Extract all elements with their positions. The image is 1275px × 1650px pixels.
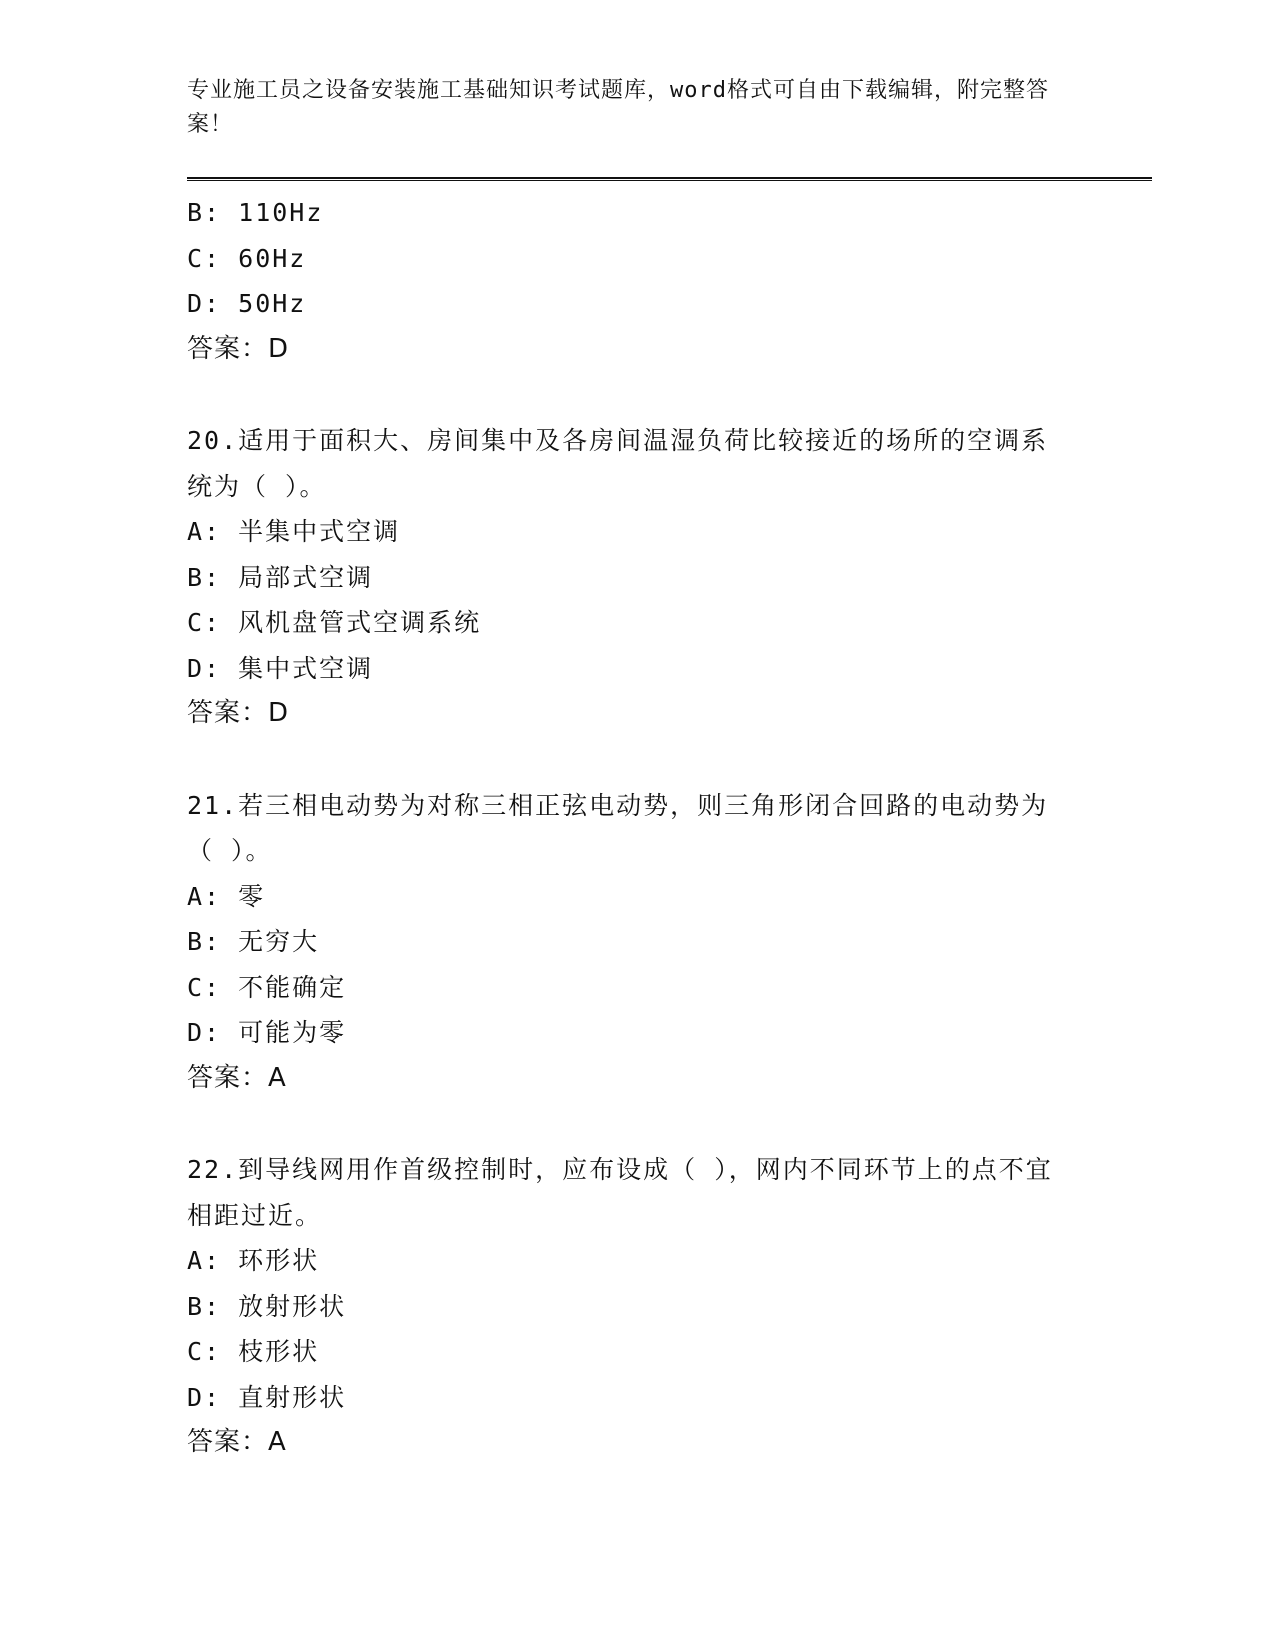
option-a: A: 零	[187, 881, 266, 911]
option-b: B: 无穷大	[187, 927, 320, 956]
option-d: D: 直射形状	[187, 1382, 347, 1412]
option-b: B: 110Hz	[187, 198, 324, 227]
question-22	[187, 1147, 1087, 1466]
question-text: 22.到导线网用作首级控制时，应布设成（ ），网内不同环节上的点不宜相距过近。	[187, 1155, 1053, 1230]
spacer	[187, 737, 1087, 783]
option-a: A: 半集中式空调	[187, 517, 401, 546]
option-d: D: 50Hz	[187, 289, 307, 318]
answer-line: 答案：A	[187, 1062, 287, 1093]
option-c: C: 60Hz	[187, 243, 307, 273]
question-21	[187, 783, 1087, 1102]
question-text: 20.适用于面积大、房间集中及各房间温湿负荷比较接近的场所的空调系统为（ ）。	[187, 426, 1049, 501]
document-content	[187, 190, 1087, 1466]
answer-line: 答案：D	[187, 698, 290, 728]
header-divider	[187, 177, 1152, 181]
answer-line: 答案：D	[187, 333, 290, 364]
option-c: C: 枝形状	[187, 1337, 320, 1366]
option-d: D: 集中式空调	[187, 653, 374, 683]
spacer	[187, 372, 1087, 418]
question-text: 21.若三相电动势为对称三相正弦电动势，则三角形闭合回路的电动势为（ ）。	[187, 790, 1049, 865]
question-20	[187, 418, 1087, 737]
option-a: A: 环形状	[187, 1246, 320, 1275]
document-header-title: 专业施工员之设备安装施工基础知识考试题库，word格式可自由下载编辑，附完整答案！	[187, 78, 1049, 137]
option-b: B: 局部式空调	[187, 562, 374, 592]
option-b: B: 放射形状	[187, 1291, 347, 1321]
answer-line: 答案：A	[187, 1427, 287, 1457]
partial-question	[187, 190, 1087, 372]
option-c: C: 风机盘管式空调系统	[187, 608, 482, 637]
spacer	[187, 1101, 1087, 1147]
option-d: D: 可能为零	[187, 1018, 347, 1047]
option-c: C: 不能确定	[187, 972, 347, 1002]
